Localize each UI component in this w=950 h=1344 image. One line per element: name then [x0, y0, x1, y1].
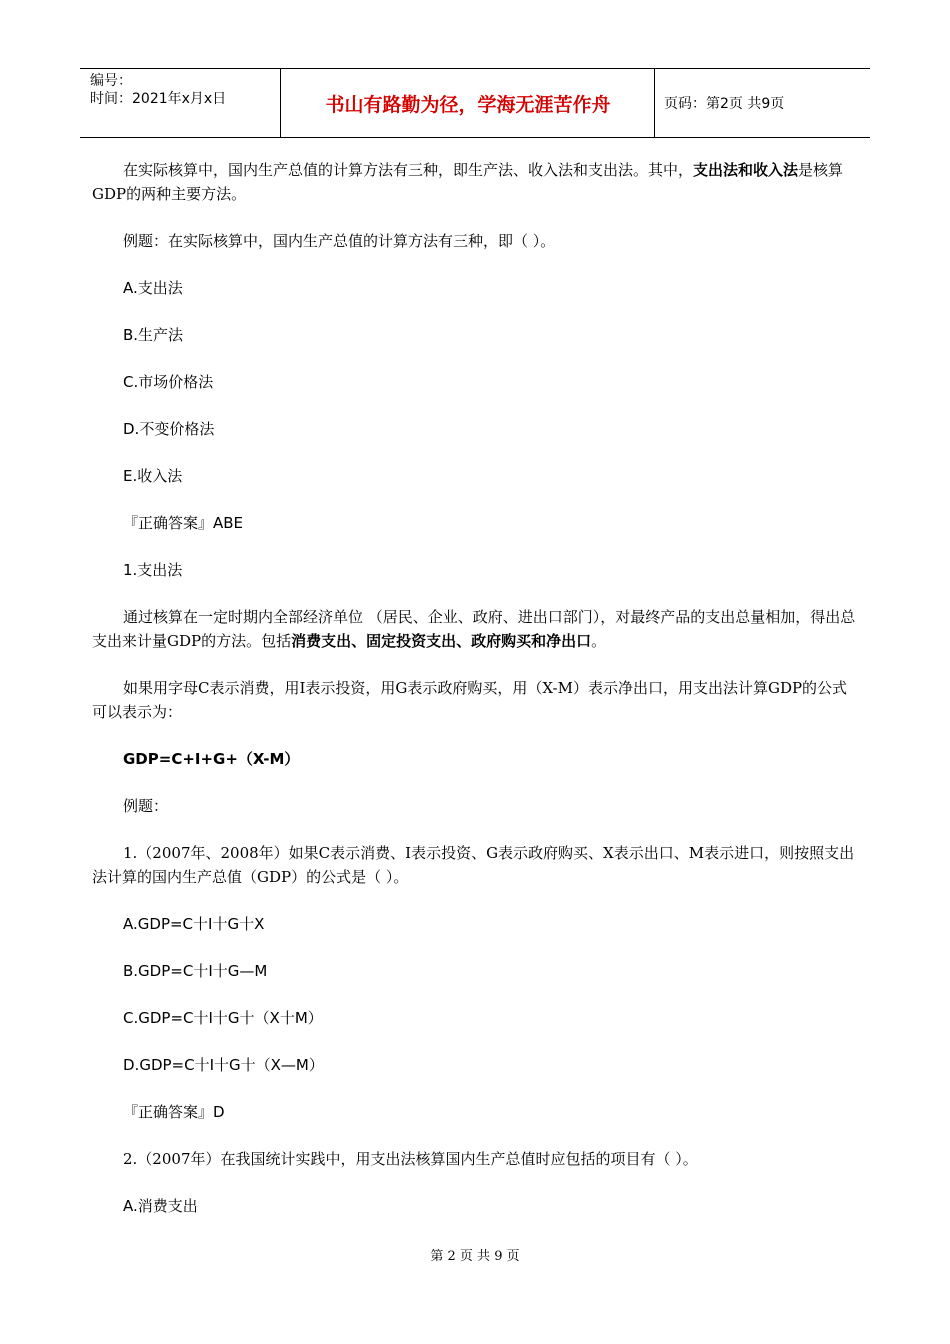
- code-label: 编号：: [90, 73, 132, 89]
- intro-text: 在实际核算中，国内生产总值的计算方法有三种，即生产法、收入法和支出法。其中，: [123, 161, 694, 179]
- question-1-option: D.GDP=C十I十G十（X—M）: [123, 1056, 324, 1074]
- example-label: 例题：: [123, 797, 169, 815]
- question-1-option: B.GDP=C十I十G—M: [123, 962, 268, 980]
- definition-paragraph: [92, 605, 862, 653]
- definition-emphasis: 消费支出、固定投资支出、政府购买和净出口: [291, 632, 592, 650]
- header-meta: [90, 72, 226, 108]
- example1-option: A.支出法: [123, 279, 183, 297]
- definition-text-end: 。: [591, 632, 607, 650]
- formula-intro: 如果用字母C表示消费，用I表示投资，用G表示政府购买，用（X-M）表示净出口，用支出法计算GDP的公式可以表示为：: [92, 679, 848, 721]
- question-1-option: A.GDP=C十I十G十X: [123, 915, 265, 933]
- intro-paragraph: [92, 158, 862, 206]
- question-1-option: C.GDP=C十I十G十（X十M）: [123, 1009, 323, 1027]
- document-body: [92, 158, 862, 1218]
- page-footer: 第 2 页 共 9 页: [430, 1249, 520, 1264]
- section-title: 1.支出法: [123, 561, 183, 579]
- intro-emphasis: 支出法和收入法: [693, 161, 799, 179]
- example1-option: B.生产法: [123, 326, 184, 344]
- example1-option: E.收入法: [123, 467, 183, 485]
- example1-option: D.不变价格法: [123, 420, 215, 438]
- header-divider: [280, 69, 281, 137]
- header-page-info: 页码：第2页 共9页: [664, 96, 785, 112]
- page-header: [80, 68, 870, 138]
- question-1-answer: 『正确答案』D: [123, 1103, 225, 1121]
- question-1: 1.（2007年、2008年）如果C表示消费、I表示投资、G表示政府购买、X表示出口、M表示进口，则按照支出法计算的国内生产总值（GDP）的公式是（ ）。: [92, 844, 855, 886]
- header-divider: [654, 69, 655, 137]
- time-label: 时间：2021年x月x日: [90, 91, 227, 107]
- question-2-option: A.消费支出: [123, 1197, 198, 1215]
- question-2: 2.（2007年）在我国统计实践中，用支出法核算国内生产总值时应包括的项目有（ ）。: [123, 1150, 698, 1168]
- example1-option: C.市场价格法: [123, 373, 214, 391]
- example1-question: 例题：在实际核算中，国内生产总值的计算方法有三种，即（ ）。: [123, 232, 556, 250]
- definition-text: 通过核算在一定时期内全部经济单位 （居民、企业、政府、进出口部门），对最终产品的支出总量相加，得出总支出来计量GDP的方法。包括: [92, 608, 856, 650]
- header-motto: 书山有路勤为径，学海无涯苦作舟: [325, 93, 611, 116]
- intro-text-end: 是核算GDP的两种主要方法。: [92, 161, 844, 203]
- example1-answer: 『正确答案』ABE: [123, 514, 244, 532]
- formula: GDP=C+I+G+（X-M）: [123, 750, 300, 768]
